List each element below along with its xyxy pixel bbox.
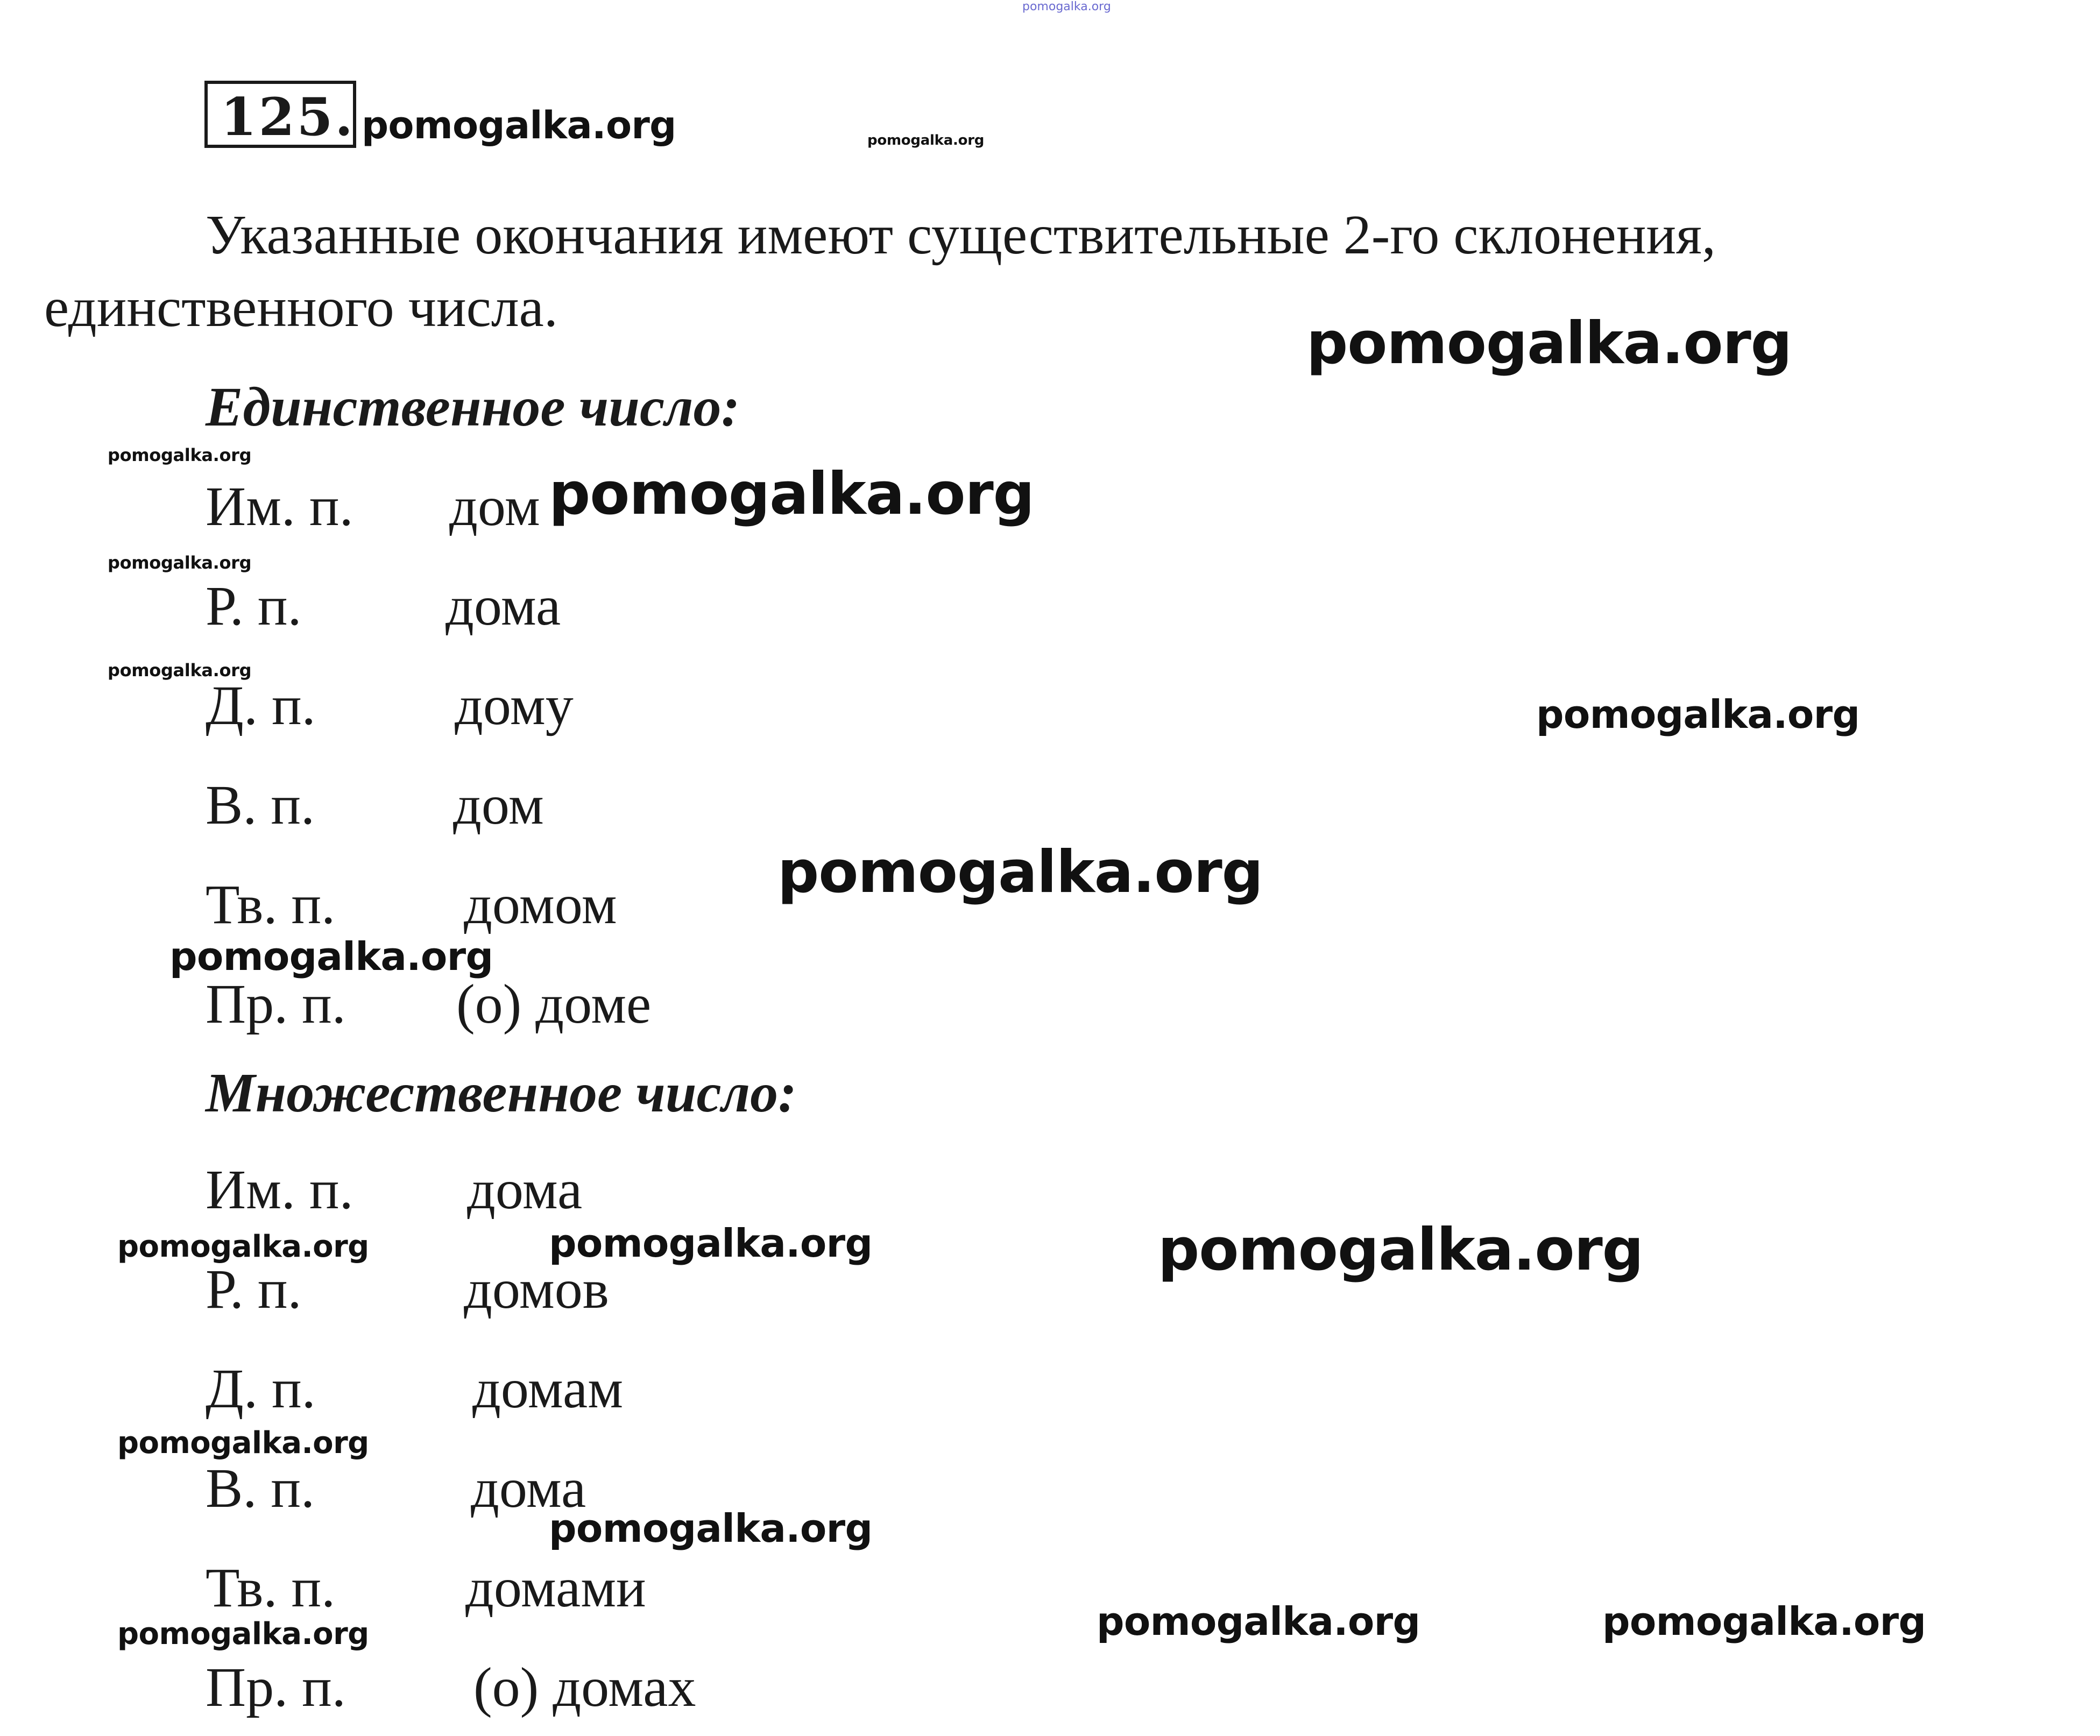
plural-case-form: (о) домах — [473, 1656, 696, 1718]
watermark: pomogalka.org — [1306, 310, 1792, 377]
singular-case-label: Р. п. — [206, 575, 302, 637]
plural-case-label: Им. п. — [206, 1159, 353, 1221]
singular-case-form: (о) доме — [456, 973, 652, 1035]
plural-case-label: Пр. п. — [206, 1656, 346, 1718]
watermark: pomogalka.org — [1097, 1599, 1420, 1644]
singular-case-label: Им. п. — [206, 476, 353, 537]
top-watermark: pomogalka.org — [1022, 0, 1111, 13]
paragraph-line-2: единственного числа. — [44, 277, 558, 338]
singular-case-form: дому — [455, 675, 574, 736]
watermark: pomogalka.org — [1536, 692, 1860, 737]
singular-heading: Единственное число: — [206, 376, 740, 438]
watermark: pomogalka.org — [108, 552, 252, 573]
watermark: pomogalka.org — [117, 1229, 369, 1264]
plural-case-label: Тв. п. — [206, 1557, 336, 1619]
watermark: pomogalka.org — [549, 460, 1034, 528]
singular-case-form: дома — [446, 575, 561, 637]
plural-case-label: Р. п. — [206, 1258, 302, 1320]
watermark: pomogalka.org — [169, 934, 493, 979]
watermark: pomogalka.org — [1602, 1599, 1926, 1644]
task-number: 125. — [221, 87, 355, 147]
watermark: pomogalka.org — [1158, 1216, 1643, 1284]
watermark: pomogalka.org — [117, 1426, 369, 1461]
plural-case-label: Д. п. — [206, 1358, 316, 1420]
plural-case-form: домов — [464, 1258, 609, 1320]
plural-case-form: домам — [472, 1358, 624, 1420]
singular-case-form: домом — [464, 874, 617, 936]
singular-case-label: Тв. п. — [206, 874, 336, 936]
paragraph-line-1: Указанные окончания имеют существительные 2-го склонения, — [206, 204, 1716, 266]
plural-case-label: В. п. — [206, 1457, 315, 1519]
singular-case-label: В. п. — [206, 774, 315, 836]
watermark: pomogalka.org — [108, 445, 252, 465]
plural-case-form: дома — [467, 1159, 583, 1221]
singular-case-label: Пр. п. — [206, 973, 346, 1035]
watermark: pomogalka.org — [117, 1617, 369, 1652]
watermark: pomogalka.org — [549, 1506, 873, 1551]
plural-heading: Множественное число: — [206, 1062, 797, 1124]
plural-case-form: домами — [465, 1557, 646, 1619]
plural-case-form: дома — [471, 1457, 586, 1519]
singular-case-form: дом — [449, 476, 540, 537]
watermark: pomogalka.org — [362, 103, 676, 147]
singular-case-label: Д. п. — [206, 675, 316, 736]
watermark: pomogalka.org — [777, 839, 1263, 906]
watermark: pomogalka.org — [108, 660, 252, 681]
singular-case-form: дом — [453, 774, 544, 836]
watermark: pomogalka.org — [867, 132, 985, 148]
watermark: pomogalka.org — [549, 1221, 873, 1266]
